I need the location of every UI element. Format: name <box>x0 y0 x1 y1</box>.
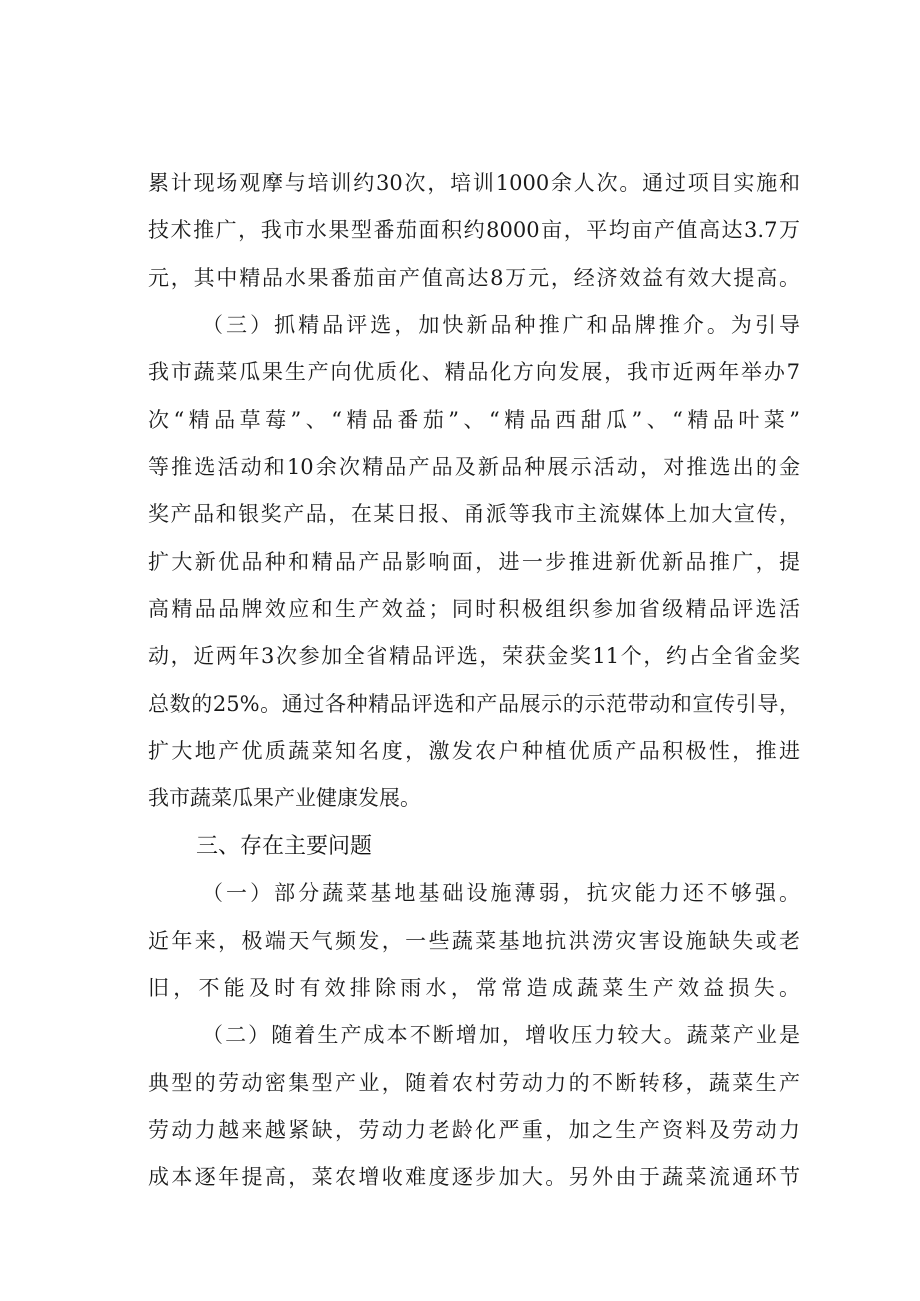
document-body <box>148 160 800 1202</box>
paragraph-line: 扩大地产优质蔬菜知名度，激发农户种植优质产品积极性，推进 <box>148 739 800 764</box>
paragraph-line: 等推选活动和10余次精品产品及新品种展示活动，对推选出的金 <box>148 455 800 480</box>
paragraph-line: 累计现场观摩与培训约30次，培训1000余人次。通过项目实施和 <box>148 171 800 195</box>
section-heading: 三、存在主要问题 <box>196 833 373 859</box>
paragraph-line: 扩大新优品种和精品产品影响面，进一步推进新优新品推广，提 <box>148 549 800 574</box>
paragraph-line: 近年来，极端天气频发，一些蔬菜基地抗洪涝灾害设施缺失或老 <box>148 928 800 953</box>
paragraph-line: 劳动力越来越紧缺，劳动力老龄化严重，加之生产资料及劳动力 <box>148 1117 800 1142</box>
paragraph-line: 元，其中精品水果番茄亩产值高达8万元，经济效益有效大提高。 <box>148 265 800 290</box>
paragraph-line: 技术推广，我市水果型番茄面积约8000亩，平均亩产值高达3.7万 <box>148 218 800 243</box>
paragraph-line: 总数的25%。通过各种精品评选和产品展示的示范带动和宣传引导， <box>148 691 800 716</box>
paragraph-line: 成本逐年提高，菜农增收难度逐步加大。另外由于蔬菜流通环节 <box>148 1165 800 1190</box>
paragraph-line: 我市蔬菜瓜果产业健康发展。 <box>148 786 421 811</box>
paragraph-line: 旧，不能及时有效排除雨水，常常造成蔬菜生产效益损失。 <box>148 975 800 1000</box>
paragraph-line: 典型的劳动密集型产业，随着农村劳动力的不断转移，蔬菜生产 <box>148 1070 800 1095</box>
paragraph-line: 奖产品和银奖产品，在某日报、甬派等我市主流媒体上加大宣传， <box>148 502 800 527</box>
paragraph-line: 我市蔬菜瓜果生产向优质化、精品化方向发展，我市近两年举办7 <box>148 360 800 385</box>
paragraph-line: （二）随着生产成本不断增加，增收压力较大。蔬菜产业是 <box>202 1023 800 1048</box>
paragraph-line: 高精品品牌效应和生产效益；同时积极组织参加省级精品评选活 <box>148 597 800 622</box>
paragraph-line: 动，近两年3次参加全省精品评选，荣获金奖11个，约占全省金奖 <box>148 644 800 669</box>
paragraph-line: （三）抓精品评选，加快新品种推广和品牌推介。为引导 <box>202 313 800 338</box>
paragraph-line: 次“精品草莓”、“精品番茄”、“精品西甜瓜”、“精品叶菜” <box>148 407 800 432</box>
paragraph-line: （一）部分蔬菜基地基础设施薄弱，抗灾能力还不够强。 <box>202 881 800 906</box>
